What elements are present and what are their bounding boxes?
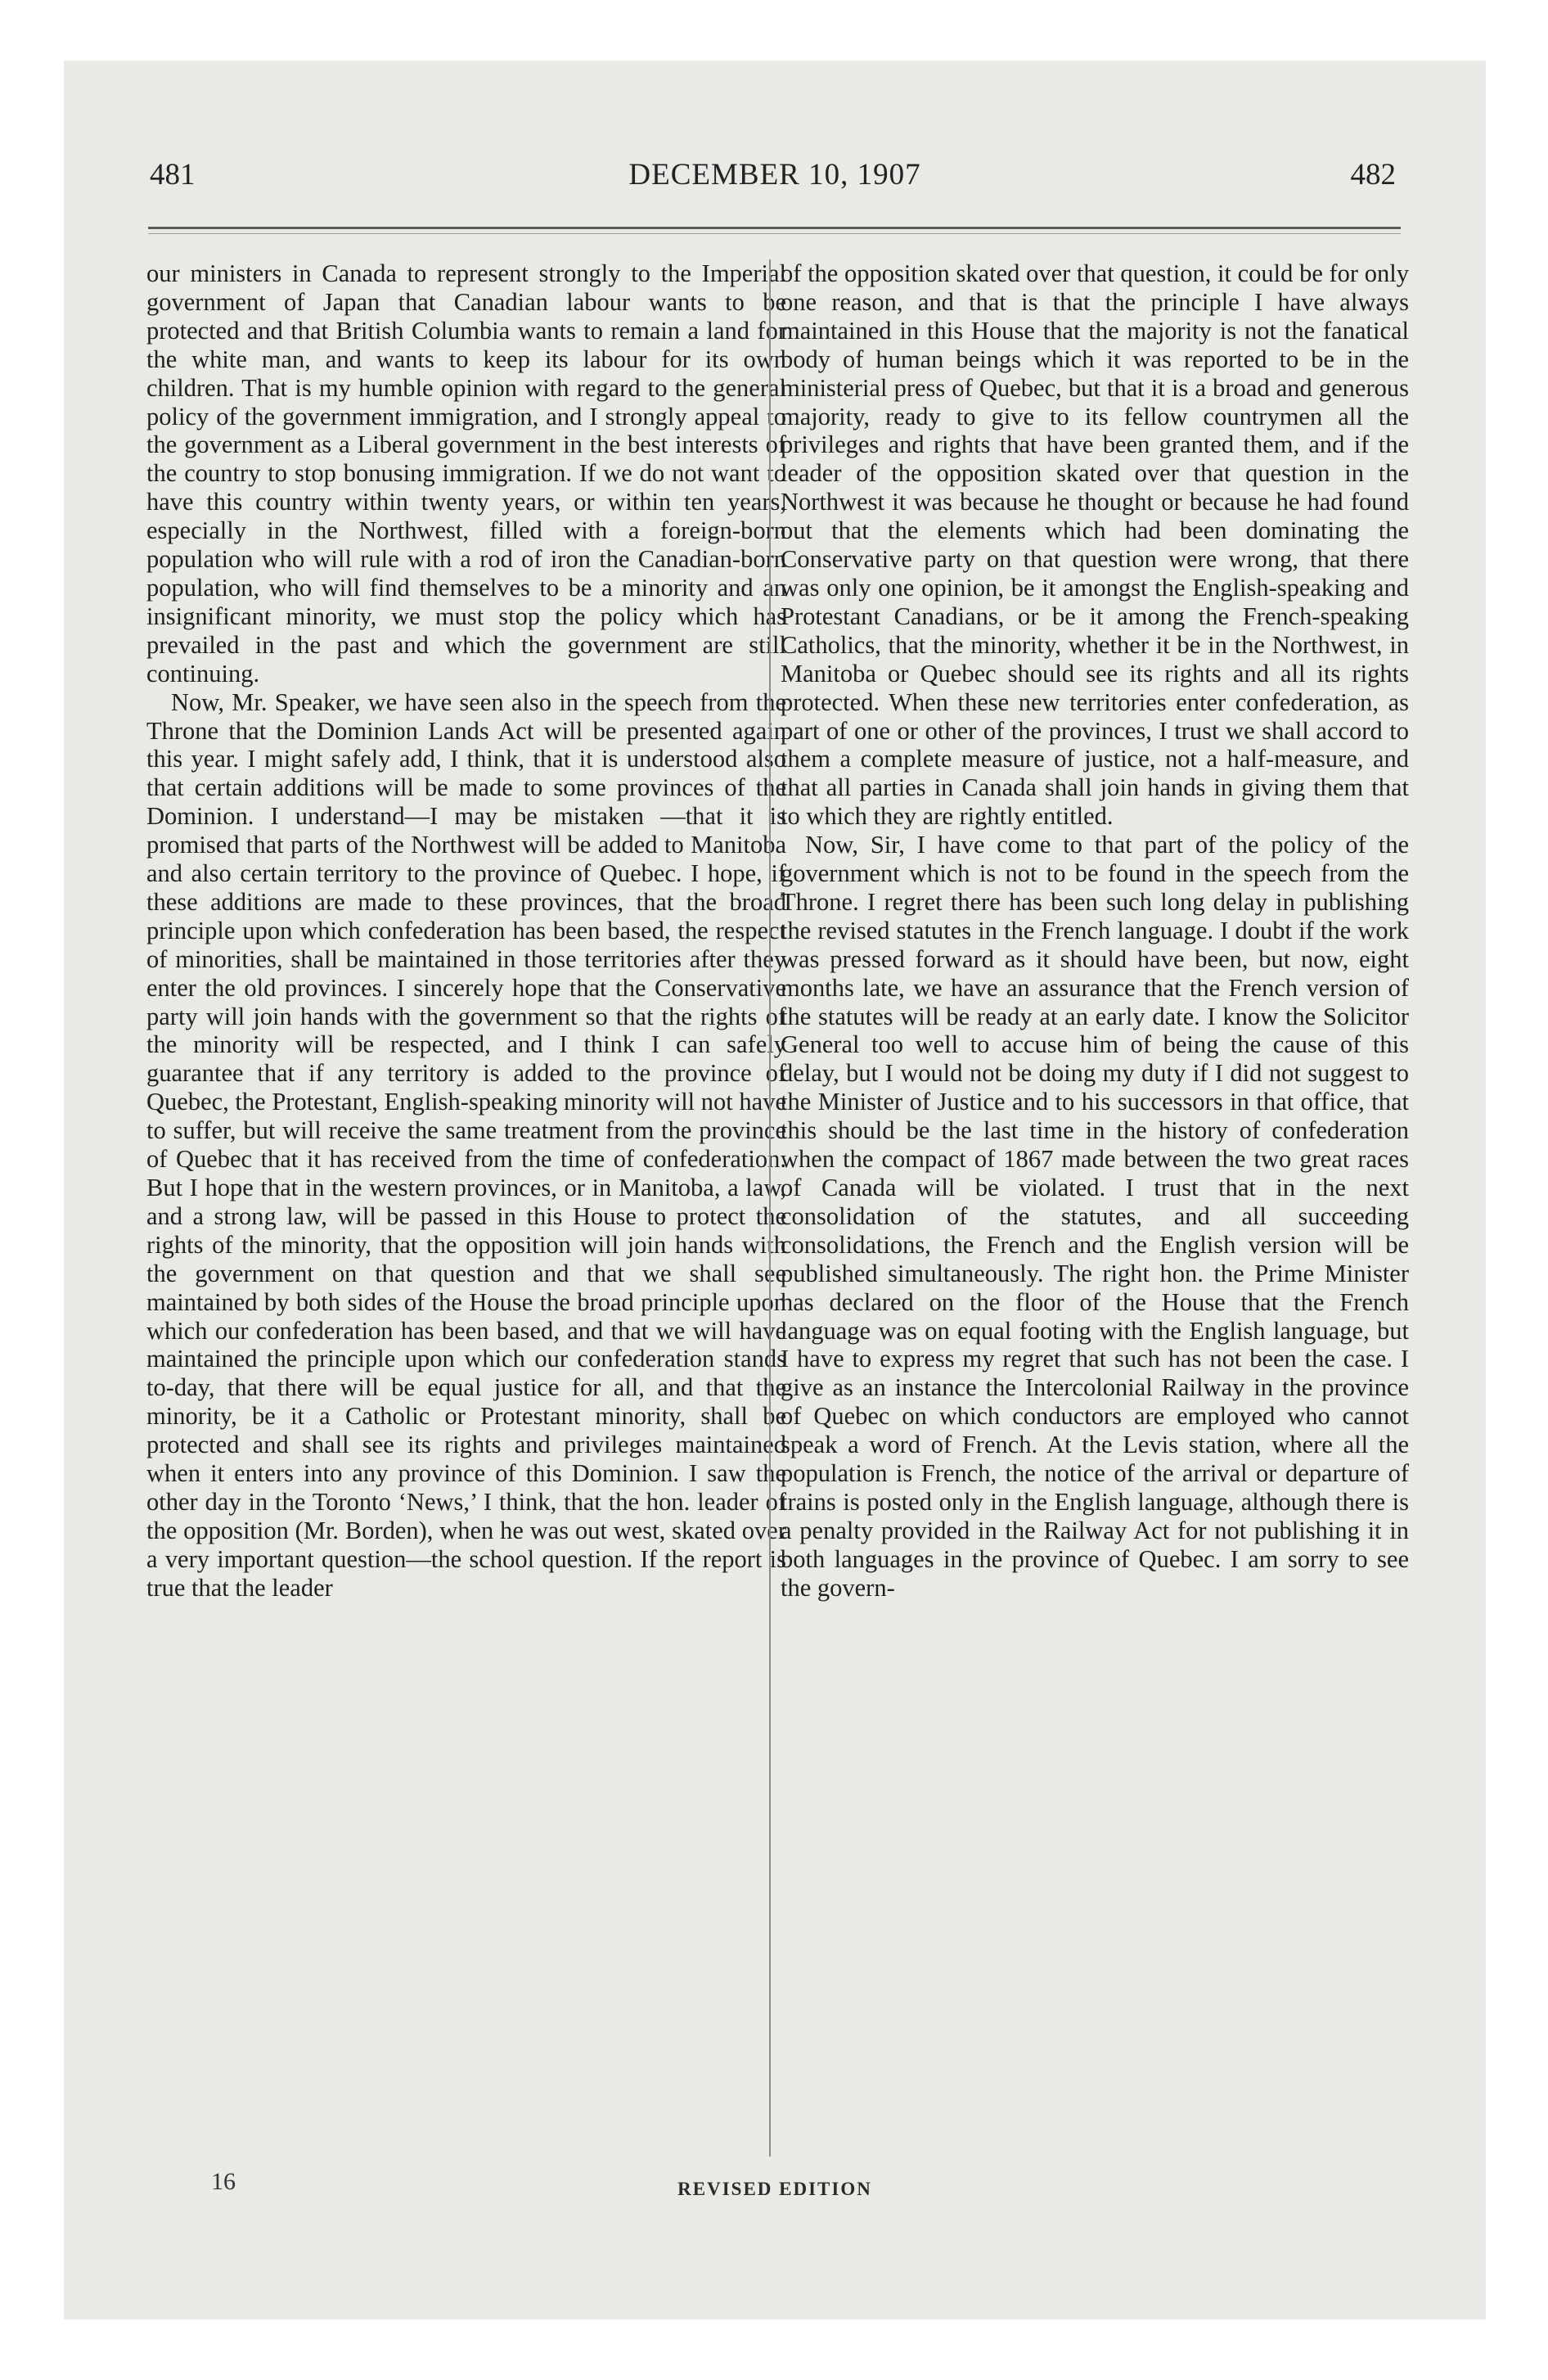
page-header [64,157,1486,206]
page-number-right: 482 [1350,158,1396,192]
paragraph: Now, Mr. Speaker, we have seen also in the speech from the Throne that the Dominion Lands Act will be presented again this year. I might safely add, I think, that it is understood also that certain additions will be made to some provinces of the Dominion. I understand—I may be mistaken —that it is promised that parts of the Northwest will be added to Manitoba and also certain territory to the province of Quebec. I hope, if these additions are made to these provinces, that the broad principle upon which confederation has been based, the respect of minorities, shall be maintained in those territories after they enter the old provinces. I sincerely hope that the Conservative party will join hands with the government so that the rights of the minority will be respected, and I think I can safely guarantee that if any territory is added to the province of Quebec, the Protestant, English-speaking minority will not have to suffer, but will receive the same treatment from the province of Quebec that it has received from the time of confederation. But I hope that in the western provinces, or in Manitoba, a law, and a strong law, will be passed in this House to protect the rights of the minority, that the opposition will join hands with the government on that question and that we shall see maintained by both sides of the House the broad principle upon which our confederation has been based, and that we will have maintained the principle upon which our confederation stands to-day, that there will be equal justice for all, and that the minority, be it a Catholic or Protestant minority, shall be protected and shall see its rights and privileges maintained when it enters into any province of this Dominion. I saw the other day in the Toronto ‘News,’ I think, that the hon. leader of the opposition (Mr. Borden), when he was out west, skated over a very important question—the school question. If the report is true that the leader [146,687,786,1602]
edition-label: REVISED EDITION [677,2179,872,2199]
scanned-page [64,61,1486,2319]
header-rule-thin [148,233,1401,234]
left-column [146,259,786,1602]
header-rule [148,227,1401,229]
page-title: DECEMBER 10, 1907 [628,158,921,192]
signature-mark: 16 [211,2168,236,2195]
paragraph: our ministers in Canada to represent strongly to the Imperial government of Japan that Canadian labour wants to be protected and that British Columbia wants to remain a land for the white man, and wants to keep its labour for its own children. That is my humble opinion with regard to the general policy of the government immigration, and I strongly appeal to the government as a Liberal government in the best interests of the country to stop bonusing immigration. If we do not want to have this country within twenty years, or within ten years, especially in the Northwest, filled with a foreign-born population who will rule with a rod of iron the Canadian-born population, who will find themselves to be a minority and an insignificant minority, we must stop the policy which has prevailed in the past and which the government are still continuing. [146,259,786,687]
paragraph: Now, Sir, I have come to that part of the policy of the government which is not to be found in the speech from the Throne. I regret there has been such long delay in publishing the revised statutes in the French language. I doubt if the work was pressed forward as it should have been, but now, eight months late, we have an assurance that the French version of the statutes will be ready at an early date. I know the Solicitor General too well to accuse him of being the cause of this delay, but I would not be doing my duty if I did not suggest to the Minister of Justice and to his successors in that office, that this should be the last time in the history of confederation when the compact of 1867 made between the two great races of Canada will be violated. I trust that in the next consolidation of the statutes, and all succeeding consolidations, the French and the English version will be published simultaneously. The right hon. the Prime Minister has declared on the floor of the House that the French language was on equal footing with the English language, but I have to express my regret that such has not been the case. I give as an instance the Intercolonial Railway in the province of Quebec on which conductors are employed who cannot speak a word of French. At the Levis station, where all the population is French, the notice of the arrival or departure of trains is posted only in the English language, although there is a penalty provided in the Railway Act for not publishing it in both languages in the province of Quebec. I am sorry to see the govern- [781,831,1409,1602]
paragraph: of the opposition skated over that question, it could be for only one reason, and that is that the principle I have always maintained in this House that the majority is not the fanatical body of human beings which it was reported to be in the ministerial press of Quebec, but that it is a broad and generous majority, ready to give to its fellow countrymen all the privileges and rights that have been granted them, and if the leader of the opposition skated over that question in the Northwest it was because he thought or because he had found out that the elements which had been dominating the Conservative party on that question were wrong, that there was only one opinion, be it amongst the English-speaking and Protestant Canadians, or be it among the French-speaking Catholics, that the minority, whether it be in the Northwest, in Manitoba or Quebec should see its rights and all its rights protected. When these new territories enter confederation, as part of one or other of the provinces, I trust we shall accord to them a complete measure of justice, not a half-measure, and that all parties in Canada shall join hands in giving them that to which they are rightly entitled. [781,259,1409,831]
column-divider [769,259,771,2157]
page-number-left: 481 [150,158,196,192]
right-column [781,259,1409,1602]
